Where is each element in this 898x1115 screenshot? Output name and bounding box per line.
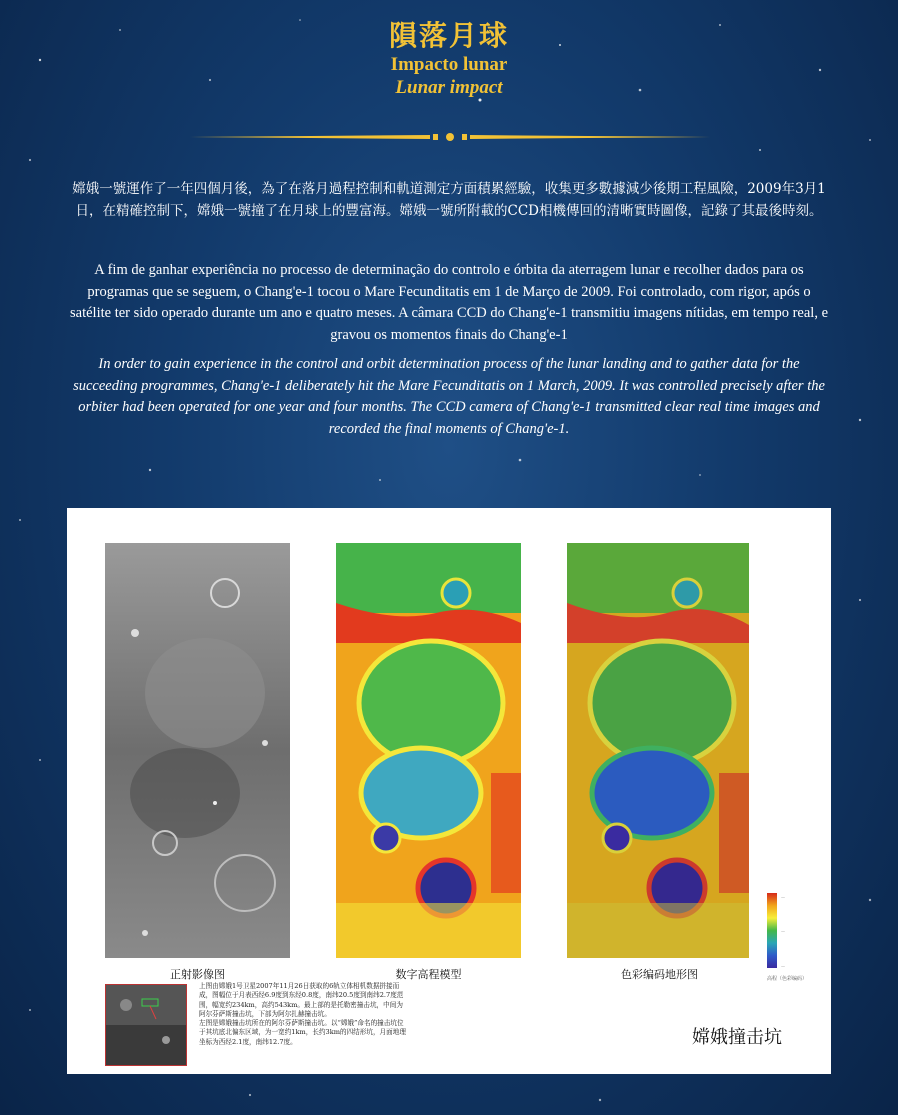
- description-paragraph-2: 左图是嫦娥撞击坑所在的阿尔芬萨斯撞击坑。以“嫦娥”命名的撞击坑位于其坑底北偏东区域，为一宽约1km，长约3km的四结形坑，月面地理坐标为西经2.1度，南纬12.7度。: [199, 1019, 406, 1046]
- paragraph-english: In order to gain experience in the control and orbit determination process of the lunar landing and to gather data for the succeeding programmes, Chang'e-1 deliberately hit the Mare Fecunditatis on 1 March, 2009. It was controlled precisely after the orbiter had been operated for one year and four months. The CCD camera of Chang'e-1 transmitted clear real time images and recorded the final moments of Chang'e-1.: [73, 356, 825, 437]
- gold-divider: [190, 130, 710, 144]
- color-coded-terrain-image: [567, 543, 749, 958]
- legend-tick: —: [781, 894, 785, 899]
- title-english: Lunar impact: [395, 77, 503, 98]
- crater-name-label: 嫦娥撞击坑: [692, 1027, 782, 1048]
- paragraph-portuguese: A fim de ganhar experiência no processo de determinação do controlo e órbita da aterragem lunar e recolher dados para os programas que se seguem, o Chang'e-1 tocou o Mare Fecunditatis em 1 de Março de 2009. Foi controlado, com rigor, após o satélite ter sido operado durante um ano e quatro meses. A câmara CCD do Chang'e-1 transmitiu imagens nítidas, em tempo real, e gravou os momentos finais do Chang'e-1: [70, 262, 829, 343]
- legend-tick: —: [781, 928, 785, 933]
- description-paragraph-1: 上图由嫦娥1号卫星2007年11月26日获取的6轨立体相机数据拼接而成，图幅位于月表西经6.9度到东经0.8度，南纬20.5度到南纬2.7度范围，幅宽约234km，高约543km。最上部的是托勒密撞击坑，中间为阿尔芬萨斯撞击坑，下部为阿尔扎赫撞击坑。: [199, 982, 404, 1018]
- crater-inset-image: [105, 984, 187, 1066]
- legend-tick: —: [781, 963, 785, 968]
- elevation-color-legend: [767, 893, 777, 968]
- figure-card: [67, 508, 831, 1074]
- caption-color-terrain: 色彩编码地形图: [621, 968, 698, 981]
- caption-elevation-model: 数字高程模型: [395, 968, 462, 981]
- header: [0, 18, 898, 100]
- legend-caption: 高程（色彩编码）: [767, 976, 808, 982]
- elevation-model-image: [336, 543, 521, 958]
- title-chinese: 隕落月球: [388, 19, 509, 52]
- paragraph-chinese: 嫦娥一號運作了一年四個月後，為了在落月過程控制和軌道測定方面積累經驗，收集更多數據減少後期工程風險，2009年3月1日，在精確控制下，嫦娥一號撞了在月球上的豐富海。嫦娥一號所附載的CCD相機傳回的清晰實時圖像，記錄了其最後時刻。: [72, 181, 826, 219]
- title-portuguese: Impacto lunar: [390, 54, 508, 75]
- figure-description: [199, 982, 409, 1047]
- caption-orthophoto: 正射影像图: [170, 968, 225, 981]
- orthophoto-image: [105, 543, 290, 958]
